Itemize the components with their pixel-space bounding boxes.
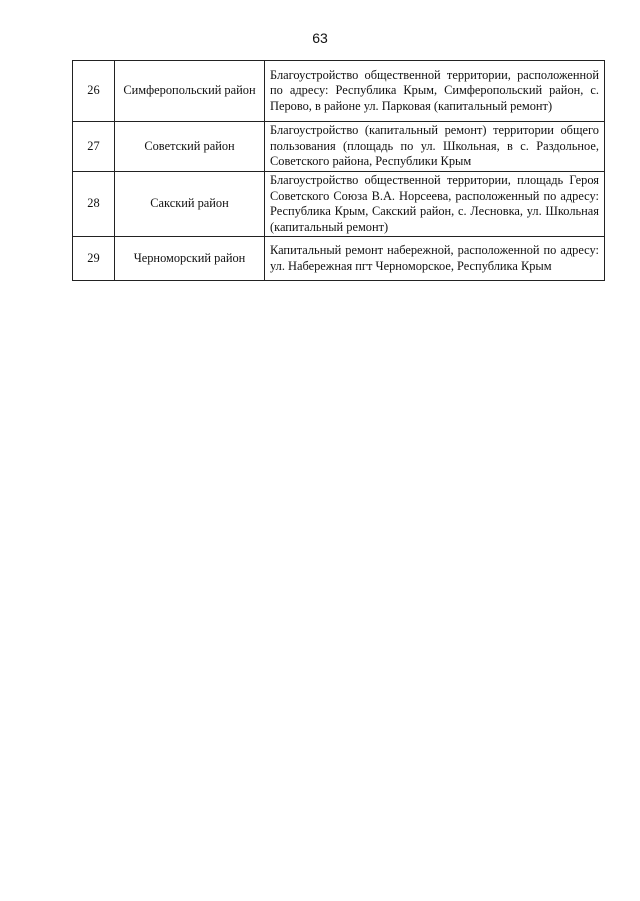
description-cell: Благоустройство (капитальный ремонт) территории общего пользования (площадь по ул. Школьная, в с. Раздольное, Советского района, Республики Крым: [265, 122, 605, 172]
table-row: [73, 172, 605, 237]
row-number-cell: 27: [73, 122, 115, 172]
table-row: [73, 122, 605, 172]
row-number-cell: 26: [73, 61, 115, 122]
improvement-works-table: [72, 60, 605, 281]
page-number: 63: [312, 30, 328, 46]
description-cell: Благоустройство общественной территории, расположенной по адресу: Республика Крым, Симферопольский район, с. Перово, в районе ул. Парковая (капитальный ремонт): [265, 61, 605, 122]
district-cell: Сакский район: [115, 172, 265, 237]
district-cell: Советский район: [115, 122, 265, 172]
description-cell: Капитальный ремонт набережной, расположенной по адресу: ул. Набережная пгт Черноморское, Республика Крым: [265, 237, 605, 281]
row-number-cell: 29: [73, 237, 115, 281]
table-row: [73, 237, 605, 281]
description-cell: Благоустройство общественной территории, площадь Героя Советского Союза В.А. Норсеева, расположенный по адресу: Республика Крым, Сакский район, с. Лесновка, ул. Школьная (капитальный ремонт): [265, 172, 605, 237]
district-cell: Симферопольский район: [115, 61, 265, 122]
row-number-cell: 28: [73, 172, 115, 237]
district-cell: Черноморский район: [115, 237, 265, 281]
table-row: [73, 61, 605, 122]
